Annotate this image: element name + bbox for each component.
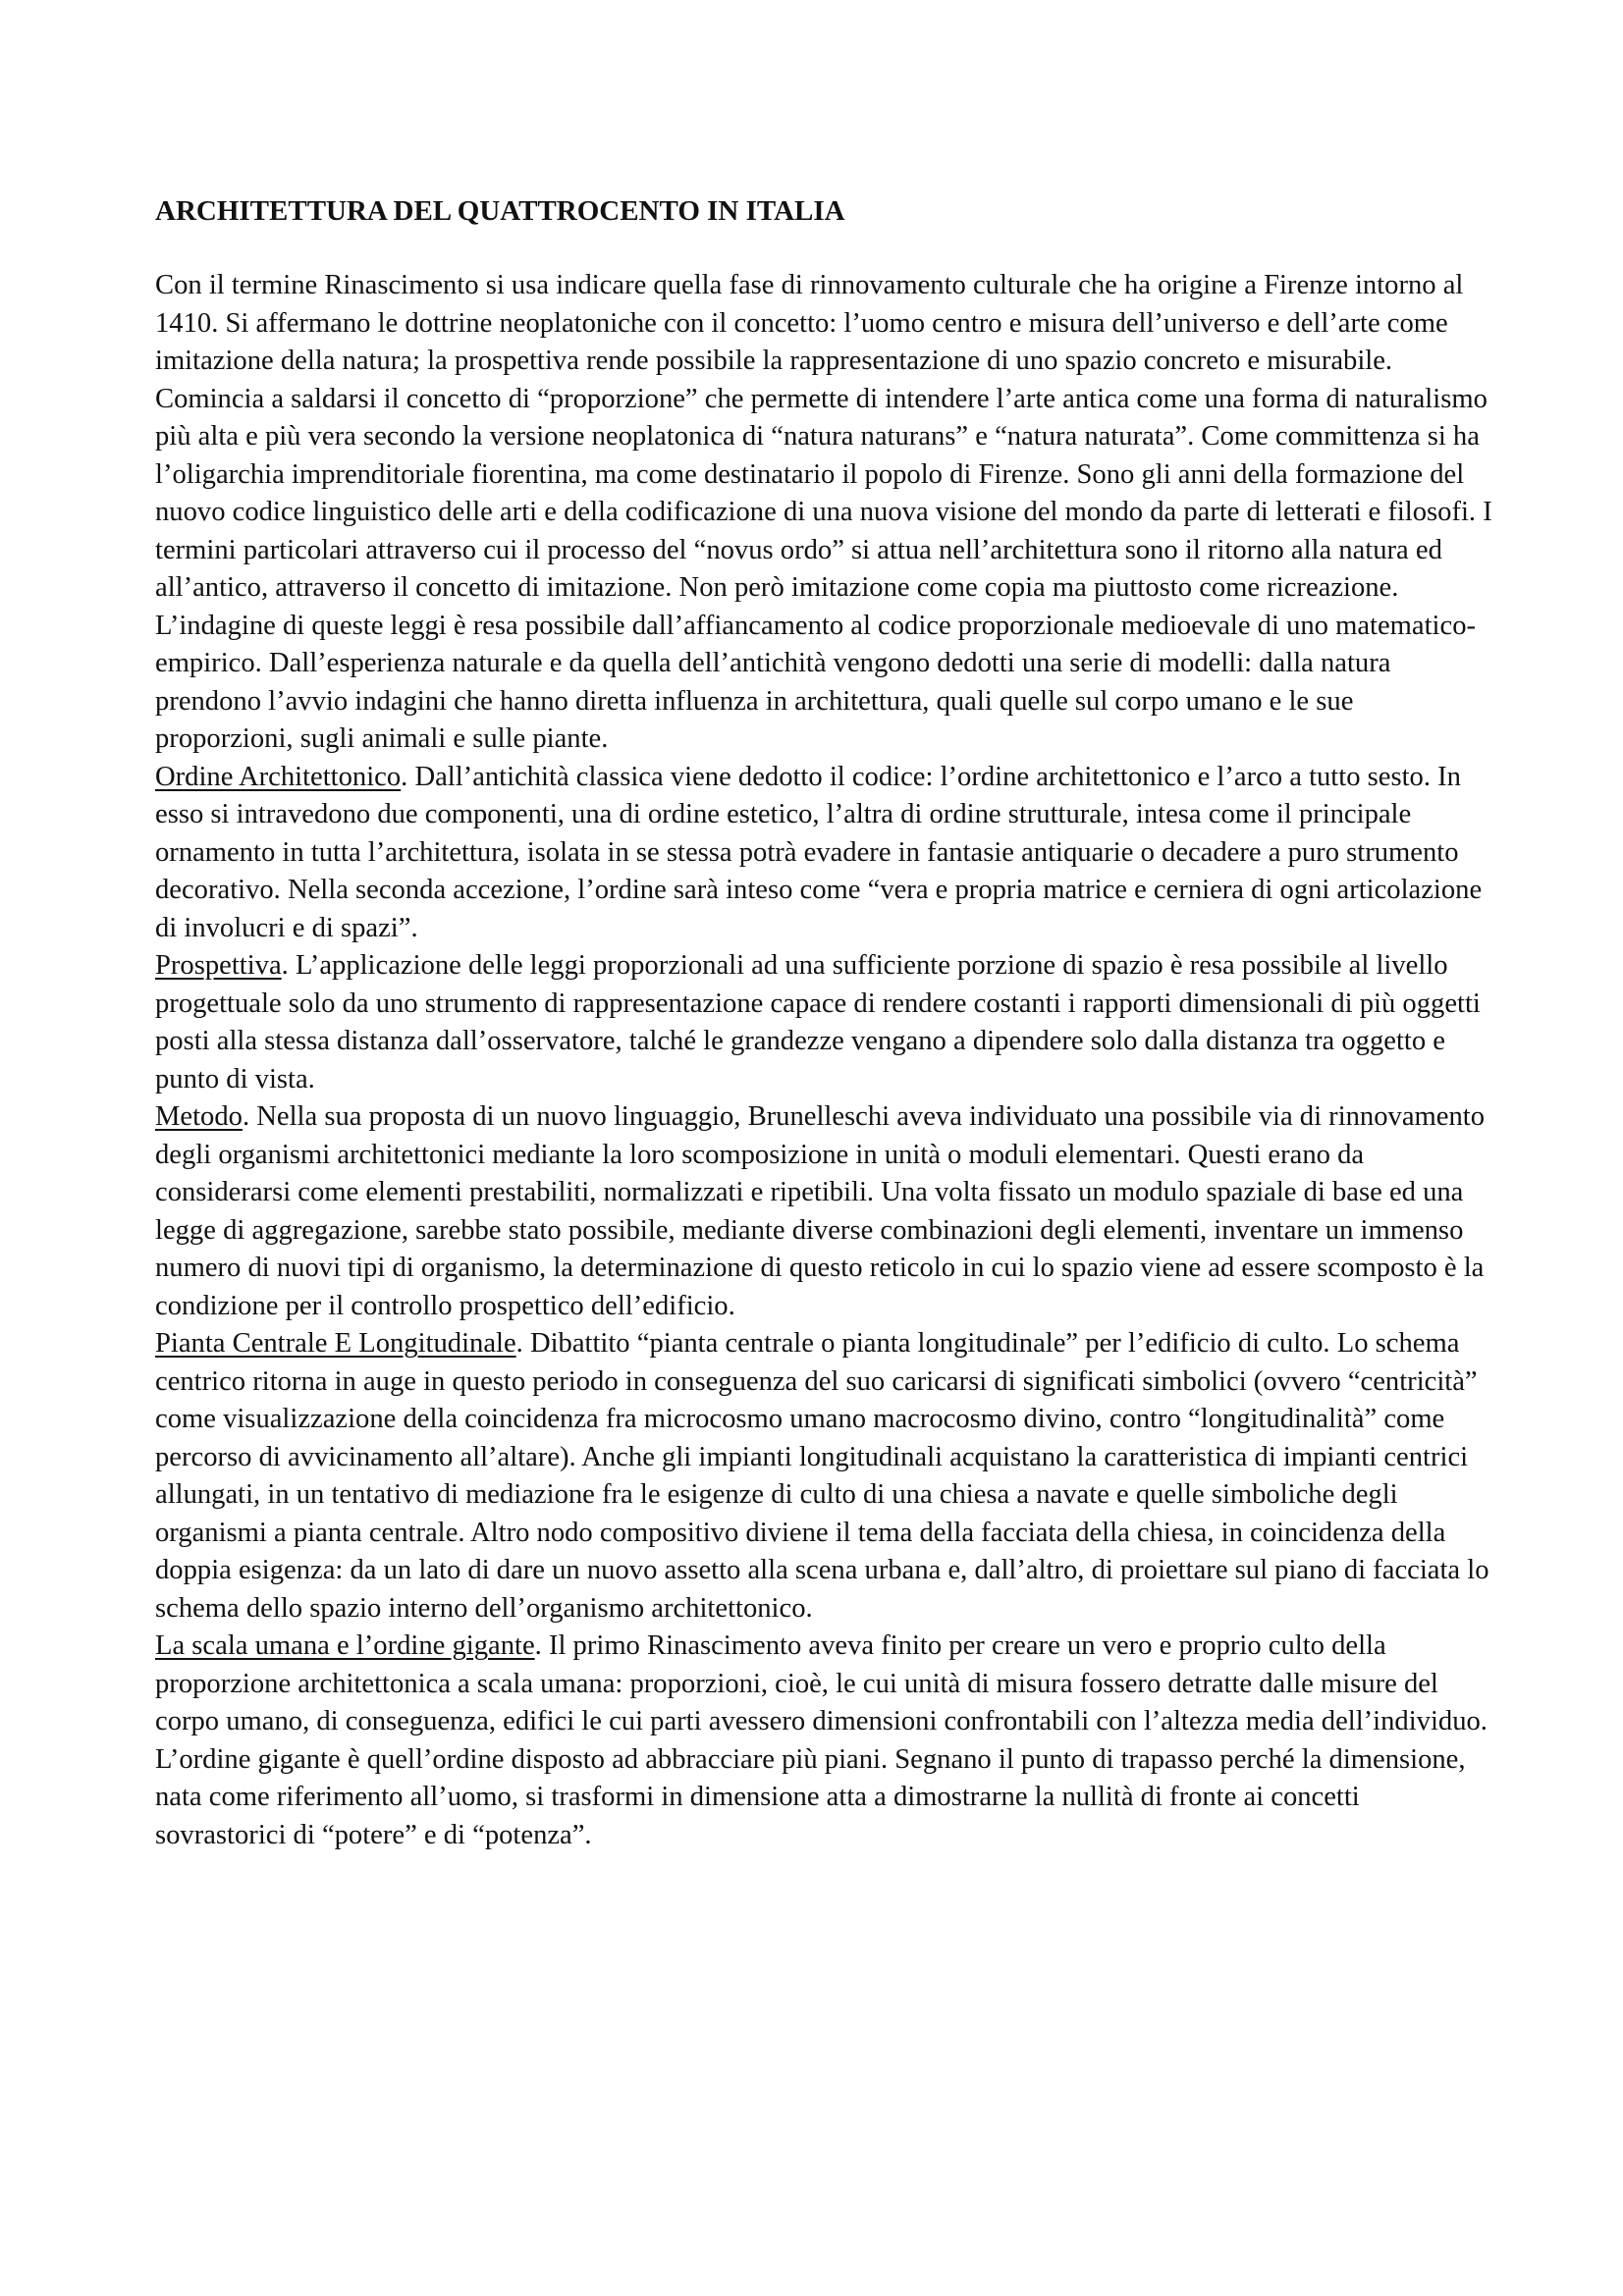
section-scala-umana xyxy=(155,1628,1492,1854)
section-heading: Ordine Architettonico xyxy=(155,761,402,792)
section-text: . L’applicazione delle leggi proporzionali ad una sufficiente porzione di spazio è resa possibile al livello progettuale solo da uno strumento di rappresentazione capace di rendere costanti i rapporti dimensionali di più oggetti posti alla stessa distanza dall’osservatore, talché le grandezze vengano a dipendere solo dalla distanza tra oggetto e punto di vista. xyxy=(155,950,1481,1095)
section-metodo xyxy=(155,1098,1492,1325)
section-text: . Nella sua proposta di un nuovo linguaggio, Brunelleschi aveva individuato una possibile via di rinnovamento degli organismi architettonici mediante la loro scomposizione in unità o moduli elementari. Questi erano da considerarsi come elementi prestabiliti, normalizzati e ripetibili. Una volta fissato un modulo spaziale di base ed una legge di aggregazione, sarebbe stato possibile, mediante diverse combinazioni degli elementi, inventare un immenso numero di nuovi tipi di organismo, la determinazione di questo reticolo in cui lo spazio viene ad essere scomposto è la condizione per il controllo prospettico dell’edificio. xyxy=(155,1101,1485,1321)
document-body xyxy=(155,267,1492,1854)
section-heading: Prospettiva xyxy=(155,950,282,981)
section-text: . Il primo Rinascimento aveva finito per creare un vero e proprio culto della proporzione architettonica a scala umana: proporzioni, cioè, le cui unità di misura fossero detratte dalle misure del corpo umano, di conseguenza, edifici le cui parti avessero dimensioni confrontabili con l’altezza media dell’individuo. L’ordine gigante è quell’ordine disposto ad abbracciare più piani. Segnano il punto di trapasso perché la dimensione, nata come riferimento all’uomo, si trasformi in dimensione atta a dimostrarne la nullità di fronte ai concetti sovrastorici di “potere” e di “potenza”. xyxy=(155,1630,1488,1850)
intro-paragraph: Con il termine Rinascimento si usa indicare quella fase di rinnovamento culturale che ha origine a Firenze intorno al 1410. Si affermano le dottrine neoplatoniche con il concetto: l’uomo centro e misura dell’universo e dell’arte come imitazione della natura; la prospettiva rende possibile la rappresentazione di uno spazio concreto e misurabile. Comincia a saldarsi il concetto di “proporzione” che permette di intendere l’arte antica come una forma di naturalismo più alta e più vera secondo la versione neoplatonica di “natura naturans” e “natura naturata”. Come committenza si ha l’oligarchia imprenditoriale fiorentina, ma come destinatario il popolo di Firenze. Sono gli anni della formazione del nuovo codice linguistico delle arti e della codificazione di una nuova visione del mondo da parte di letterati e filosofi. I termini particolari attraverso cui il processo del “novus ordo” si attua nell’architettura sono il ritorno alla natura ed all’antico, attraverso il concetto di imitazione. Non però imitazione come copia ma piuttosto come ricreazione. L’indagine di queste leggi è resa possibile dall’affiancamento al codice proporzionale medioevale di uno matematico-empirico. Dall’esperienza naturale e da quella dell’antichità vengono dedotti una serie di modelli: dalla natura prendono l’avvio indagini che hanno diretta influenza in architettura, quali quelle sul corpo umano e le sue proporzioni, sugli animali e sulle piante. xyxy=(155,270,1492,754)
document-page xyxy=(155,192,1492,1854)
section-heading: Metodo xyxy=(155,1101,243,1132)
section-pianta-centrale xyxy=(155,1325,1492,1628)
section-ordine-architettonico xyxy=(155,759,1492,948)
document-title: ARCHITETTURA DEL QUATTROCENTO IN ITALIA xyxy=(155,195,845,227)
section-heading: La scala umana e l’ordine gigante xyxy=(155,1630,535,1661)
section-text: . Dibattito “pianta centrale o pianta longitudinale” per l’edificio di culto. Lo schema centrico ritorna in auge in questo periodo in conseguenza del suo caricarsi di significati simbolici (ovvero “centricità” come visualizzazione della coincidenza fra microcosmo umano macrocosmo divino, contro “longitudinalità” come percorso di avvicinamento all’altare). Anche gli impianti longitudinali acquistano la caratteristica di impianti centrici allungati, in un tentativo di mediazione fra le esigenze di culto di una chiesa a navate e quelle simboliche degli organismi a pianta centrale. Altro nodo compositivo diviene il tema della facciata della chiesa, in coincidenza della doppia esigenza: da un lato di dare un nuovo assetto alla scena urbana e, dall’altro, di proiettare sul piano di facciata lo schema dello spazio interno dell’organismo architettonico. xyxy=(155,1328,1489,1624)
section-prospettiva xyxy=(155,947,1492,1098)
section-text: . Dall’antichità classica viene dedotto il codice: l’ordine architettonico e l’arco a tutto sesto. In esso si intravedono due componenti, una di ordine estetico, l’altra di ordine strutturale, intesa come il principale ornamento in tutta l’architettura, isolata in se stessa potrà evadere in fantasie antiquarie o decadere a puro strumento decorativo. Nella seconda accezione, l’ordine sarà inteso come “vera e propria matrice e cerniera di ogni articolazione di involucri e di spazi”. xyxy=(155,761,1483,943)
section-heading: Pianta Centrale E Longitudinale xyxy=(155,1328,516,1359)
